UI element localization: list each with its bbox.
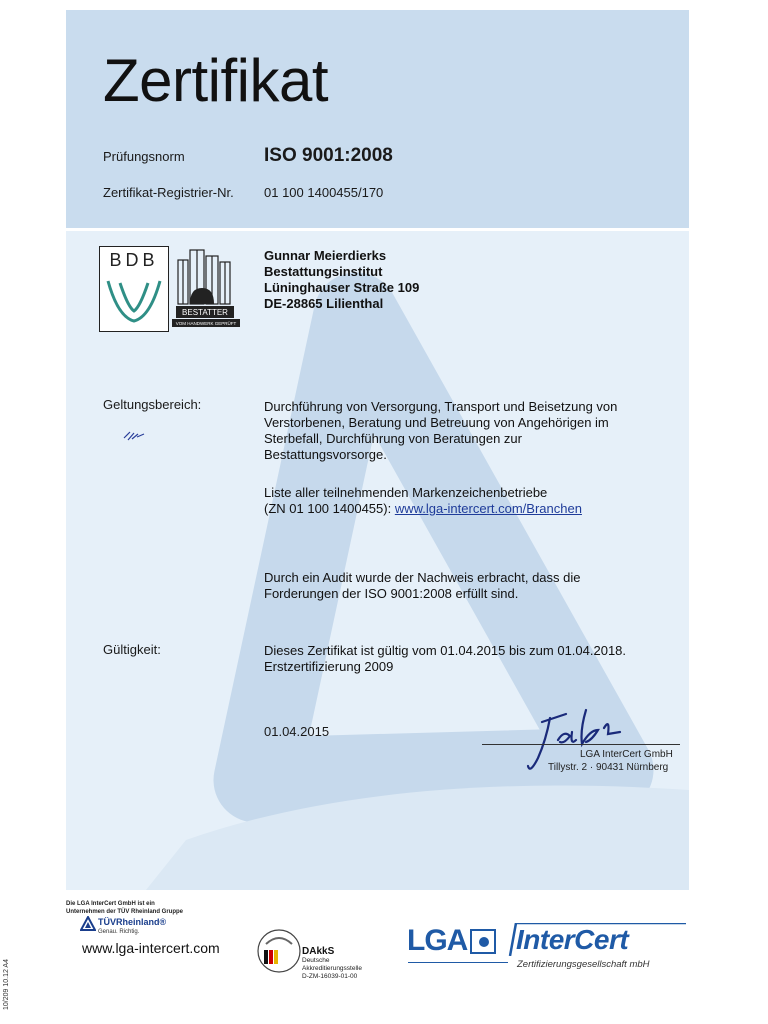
page-title: Zertifikat bbox=[103, 47, 329, 114]
company-city: DE-28865 Lilienthal bbox=[264, 296, 384, 311]
registration-label: Zertifikat-Registrier-Nr. bbox=[103, 185, 234, 200]
tuv-name: TÜVRheinland® bbox=[98, 917, 167, 927]
validity-period: Dieses Zertifikat ist gültig vom 01.04.2015 bis zum 01.04.2018. bbox=[264, 643, 627, 658]
dakks-line: Deutsche bbox=[302, 957, 330, 964]
lga-logo-text: LGA bbox=[407, 924, 468, 957]
dakks-line: Akkreditierungsstelle bbox=[302, 965, 362, 972]
norm-label: Prüfungsnorm bbox=[103, 149, 185, 164]
form-code: 10/209 10.12 A4 bbox=[3, 959, 10, 1010]
scope-line: Bestattungsvorsorge. bbox=[264, 447, 387, 462]
registration-number: 01 100 1400455/170 bbox=[264, 185, 384, 200]
bestatter-logo bbox=[170, 246, 242, 332]
lga-logo-icon bbox=[470, 929, 496, 954]
header-divider bbox=[66, 228, 689, 231]
group-note-line: Die LGA InterCert GmbH ist ein bbox=[66, 901, 155, 907]
tuv-triangle-icon bbox=[80, 916, 96, 932]
dakks-seal-icon bbox=[256, 928, 302, 974]
bestatter-logo-sub: VOM HANDWERK GEPRÜFT bbox=[175, 321, 237, 326]
group-note bbox=[66, 900, 183, 916]
scope-line: Durchführung von Versorgung, Transport und Beisetzung von bbox=[264, 399, 618, 414]
scope-line: Verstorbenen, Beratung und Betreuung von Angehörigen im bbox=[264, 415, 609, 430]
audit-text bbox=[264, 570, 581, 602]
lga-underline bbox=[408, 962, 508, 963]
audit-line: Forderungen der ISO 9001:2008 erfüllt sind. bbox=[264, 586, 519, 601]
company-type: Bestattungsinstitut bbox=[264, 264, 383, 279]
participants-ref: (ZN 01 100 1400455): bbox=[264, 501, 395, 516]
bestatter-logo-text: BESTATTER bbox=[182, 308, 228, 317]
validity-label: Gültigkeit: bbox=[103, 642, 161, 657]
company-name: Gunnar Meierdierks bbox=[264, 248, 387, 263]
company-street: Lüninghauser Straße 109 bbox=[264, 280, 420, 295]
dakks-details bbox=[302, 957, 362, 981]
dakks-name: DAkkS bbox=[302, 946, 335, 957]
scope-line: Sterbefall, Durchführung von Beratungen zur bbox=[264, 431, 522, 446]
signer-company: LGA InterCert GmbH bbox=[580, 749, 673, 760]
website-link[interactable]: www.lga-intercert.com bbox=[82, 940, 220, 956]
branchen-link[interactable]: www.lga-intercert.com/Branchen bbox=[394, 501, 582, 516]
validity-text bbox=[264, 643, 626, 675]
scope-text bbox=[264, 399, 617, 463]
intercert-logo-text: InterCert bbox=[516, 924, 629, 955]
norm-value: ISO 9001:2008 bbox=[264, 145, 393, 166]
first-certification: Erstzertifizierung 2009 bbox=[264, 659, 394, 674]
participants-list bbox=[264, 485, 582, 517]
group-note-line: Unternehmen der TÜV Rheinland Gruppe bbox=[66, 909, 184, 915]
scope-label: Geltungsbereich: bbox=[103, 397, 202, 412]
dakks-line: D-ZM-16039-01-00 bbox=[302, 973, 358, 980]
participants-line: Liste aller teilnehmenden Markenzeichenbetriebe bbox=[264, 485, 548, 500]
bdb-leaf-icon bbox=[106, 277, 162, 325]
audit-line: Durch ein Audit wurde der Nachweis erbracht, dass die bbox=[264, 570, 581, 585]
signature-line bbox=[482, 744, 680, 745]
pen-mark-icon bbox=[122, 428, 148, 442]
bdb-logo-text: BDB bbox=[109, 250, 159, 270]
tuv-slogan: Genau. Richtig. bbox=[98, 929, 140, 935]
issue-date: 01.04.2015 bbox=[264, 724, 330, 739]
bdb-logo bbox=[99, 246, 169, 332]
intercert-subtitle: Zertifizierungsgesellschaft mbH bbox=[517, 959, 650, 970]
company-address bbox=[264, 248, 419, 312]
signer-address: Tillystr. 2 · 90431 Nürnberg bbox=[548, 762, 669, 773]
